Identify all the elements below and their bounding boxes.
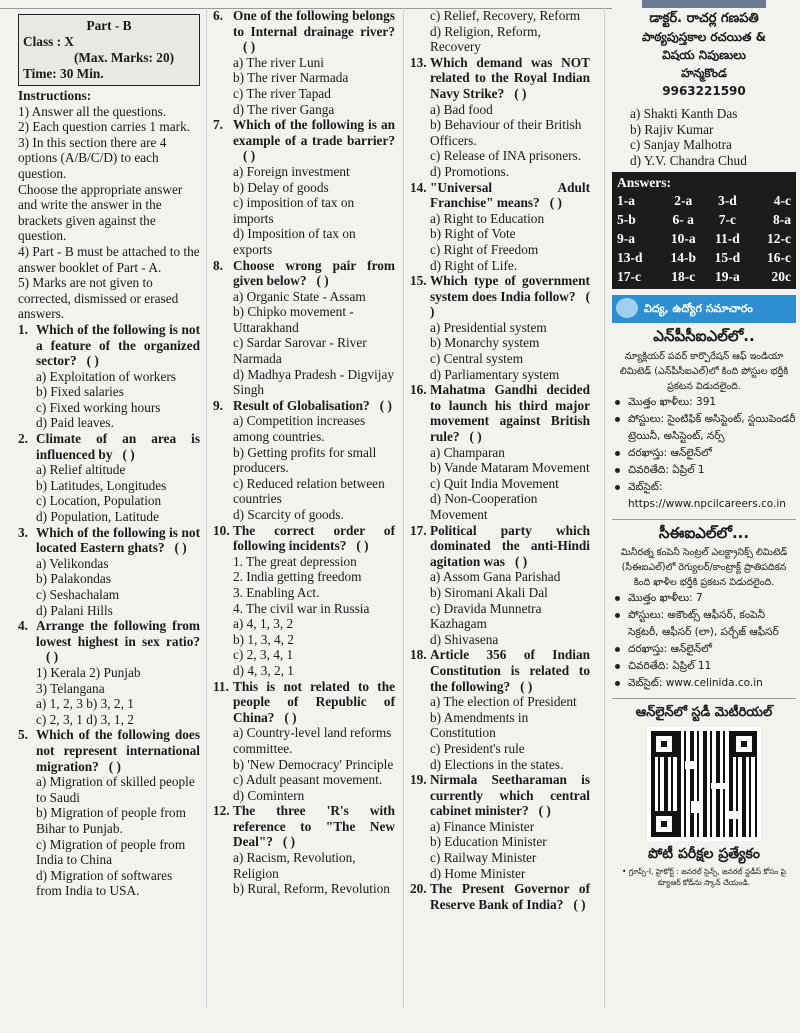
question-stem (18, 727, 200, 774)
question-15 (410, 273, 590, 382)
question-4 (18, 618, 200, 727)
answer-cell: 15-d (714, 250, 741, 266)
answers-table (617, 191, 791, 286)
question-13 (410, 55, 590, 180)
question-number: 13. (410, 54, 427, 70)
column-divider (206, 8, 207, 1008)
answers-row (617, 191, 791, 210)
answer-cell: 20c (771, 269, 791, 285)
option: c) Location, Population (36, 493, 162, 509)
option: d) Non-Cooperation Movement (430, 491, 538, 522)
question-text: Which of the following is an example of a trade barrier? (233, 117, 395, 148)
answers-row (617, 229, 791, 248)
cil-list (612, 590, 796, 692)
answer-bracket: ( ) (284, 709, 297, 725)
option: b) The river Narmada (233, 70, 349, 86)
question-stem (213, 679, 395, 726)
option: b) Fixed salaries (36, 384, 124, 400)
qr-code-icon[interactable] (647, 727, 761, 841)
option: d) Madhya Pradesh - Digvijay Singh (233, 366, 395, 398)
question-8 (213, 258, 395, 398)
option: d) Population, Latitude (36, 509, 159, 525)
list-item: మొత్తం ఖాళీలు: 391 (612, 394, 796, 411)
column-3 (410, 8, 590, 912)
cil-title: సీఈఐఎల్‌లో... (658, 523, 750, 542)
divider (612, 519, 796, 520)
answer-bracket: ( ) (573, 896, 586, 912)
option: d) 4, 3, 2, 1 (233, 662, 294, 678)
question-stem (410, 772, 590, 819)
option: b) Behaviour of their British Officers. (430, 117, 582, 148)
answer-cell: 1-a (617, 193, 635, 209)
question-stem (410, 523, 590, 570)
npcil-list (612, 394, 796, 513)
answer-bracket: ( ) (514, 553, 528, 569)
option: b) Palakondas (36, 571, 111, 587)
option: c) Sardar Sarovar - River Narmada (233, 335, 367, 367)
answer-cell: 17-c (617, 269, 641, 285)
question-number: 7. (213, 117, 223, 133)
option: a) Finance Minister (430, 818, 535, 834)
option: b) Rural, Reform, Revolution (233, 881, 390, 897)
question-3 (18, 525, 200, 619)
question-6 (213, 8, 395, 117)
option: d) Elections in the states. (430, 756, 564, 772)
answer-bracket: ( ) (356, 538, 369, 554)
option: a) Exploitation of workers (36, 368, 176, 384)
option: c) Adult peasant movement. d) Comintern (233, 772, 383, 803)
marks-label: (Max. Marks: 20) (73, 50, 175, 65)
question-stem (18, 618, 200, 665)
option: 3. Enabling Act. (233, 584, 320, 600)
answer-bracket: ( ) (379, 397, 392, 413)
question-stem (18, 322, 200, 369)
question-text: The correct order of following incidents? (233, 522, 395, 554)
answer-cell: 11-d (714, 231, 740, 247)
option: c) Migration of people from India to China (36, 836, 186, 868)
option: c) Central system (430, 351, 524, 367)
question-12 (213, 803, 395, 897)
study-title: ఆన్‌లైన్‌లో స్టడీ మెటీరియల్ (635, 705, 773, 721)
answer-cell: 10-a (670, 231, 696, 247)
option: a) Foreign investment (233, 163, 350, 179)
instruction-item: 5) Marks are not given to corrected, dismissed or erased answers. (18, 275, 179, 322)
option: a) Velikondas (36, 555, 109, 571)
npcil-title: ఎన్‌పీసీఐఎల్‌లో.. (653, 326, 755, 345)
list-item: పోస్టులు: అకౌంట్స్ ఆఫీసర్, కంపెనీ సెక్రటరీ, ఆఫీసర్ (లా), పర్చేజ్ ఆఫీసర్ (612, 607, 796, 641)
answer-cell: 19-a (714, 269, 740, 285)
question-12 (410, 8, 590, 55)
option: b) Monarchy system (430, 335, 540, 351)
header-box (18, 14, 200, 86)
instruction-item: 1) Answer all the questions. (18, 103, 167, 119)
question-number: 1. (18, 321, 28, 337)
list-item: దరఖాస్తు: ఆన్‌లైన్‌లో (612, 641, 796, 658)
option: b) Education Minister (430, 834, 547, 850)
answers-title: Answers: (617, 175, 671, 191)
answer-bracket: ( ) (46, 649, 59, 665)
question-text: Article 356 of Indian Constitution is related to the following? (430, 647, 590, 694)
option: b) Latitudes, Longitudes (36, 477, 167, 493)
option: a) Assom Gana Parishad (430, 569, 561, 585)
author-box (612, 10, 796, 100)
option: 4. The civil war in Russia (233, 600, 370, 616)
question-number: 10. (213, 522, 230, 538)
option: c) Quit India Movement (430, 475, 559, 491)
question-stem (213, 523, 395, 554)
question-stem (213, 8, 395, 55)
question-2 (18, 431, 200, 525)
answer-cell: 12-c (767, 231, 791, 247)
option: c) Seshachalam (36, 587, 120, 602)
question-stem (410, 55, 590, 102)
option: d) Right of Life. (430, 257, 518, 273)
list-item: చివరితేది: ఏప్రిల్ 1 (612, 462, 796, 479)
answer-bracket: ( ) (469, 429, 482, 445)
option: a) Organic State - Assam (233, 288, 366, 304)
question-number: 8. (213, 257, 223, 273)
question-1 (18, 322, 200, 431)
option: d) Home Minister (430, 865, 526, 881)
instructions-list (18, 104, 200, 322)
list-item: వెబ్‌సైట్: www.celinida.co.in (612, 675, 796, 692)
answers-row (617, 248, 791, 267)
option: c) Release of INA prisoners. (430, 148, 582, 164)
option: c) Sanjay Malhotra (630, 137, 732, 153)
question-text: Mahatma Gandhi decided to launch his third major movement against British rule? (430, 382, 590, 445)
author-name: డాక్టర్. రాచర్ల గణపతి (649, 11, 759, 26)
question-text: The Present Governor of Reserve Bank of India? (430, 881, 590, 912)
option: a) 4, 1, 3, 2 (233, 616, 294, 632)
option: a) Champaran (430, 444, 505, 460)
question-text: The three 'R's with reference to "The New Deal"? (233, 803, 395, 850)
list-item: మొత్తం ఖాళీలు: 7 (612, 590, 796, 607)
option: d) Scarcity of goods. (233, 507, 344, 522)
answers-row (617, 267, 791, 286)
option: c) imposition of tax on imports (233, 195, 355, 226)
question-number: 5. (18, 727, 28, 743)
question-number: 2. (18, 431, 28, 447)
option: a) Relief altitude (36, 462, 126, 478)
answer-bracket: ( ) (520, 678, 533, 694)
question-7 (213, 117, 395, 257)
question-5 (18, 727, 200, 899)
option: a) The river Luni (233, 54, 324, 70)
option: d) Y.V. Chandra Chud (630, 152, 747, 168)
answers-box (612, 172, 796, 289)
option: a) Competition increases among countries. (233, 413, 366, 445)
list-item: పోస్టులు: సైంటిఫిక్ అసిస్టెంట్, స్టయిపెండరీ ట్రెయినీ, అసిస్టెంట్, నర్స్ (612, 411, 796, 445)
answer-cell: 18-c (671, 269, 696, 285)
answer-cell: 3-d (717, 193, 737, 209)
option: 3) Telangana (36, 680, 105, 696)
answer-bracket: ( ) (86, 353, 99, 369)
author-place: హన్మకొండ (681, 66, 727, 80)
option: a) 1, 2, 3 b) 3, 2, 1 (36, 696, 134, 712)
instruction-item: 2) Each question carries 1 mark. (18, 119, 191, 135)
question-number: 16. (410, 382, 427, 398)
author-role: విషయ నిపుణులు (662, 48, 746, 62)
option: a) Country-level land reforms committee. (233, 725, 392, 756)
edu-logo-icon (616, 298, 638, 318)
class-label: Class : X (23, 34, 74, 49)
answer-bracket: ( ) (282, 834, 296, 850)
question-number: 4. (18, 618, 28, 634)
question-text: "Universal Adult Franchise" means? (430, 179, 590, 211)
question-number: 3. (18, 524, 28, 540)
study-footnote: • గ్రూప్స్-I, హైకోర్ట్ : జనరల్ సైన్స్, జనరల్ స్టడీస్ కోసం పై క్యూఆర్ కోడ్‌ను స్కాన్ చేయండి. (621, 867, 787, 888)
option: a) Bad food (430, 101, 493, 117)
option: b) Siromani Akali Dal (430, 584, 548, 600)
question-stem (213, 258, 395, 289)
answer-bracket: ( ) (538, 803, 551, 819)
question-stem (410, 647, 590, 694)
npcil-intro: న్యూక్లియర్ పవర్ కార్పొరేషన్ ఆఫ్ ఇండియా లిమిటెడ్ (ఎన్‌పీసీఐఎల్)లో కింది పోస్టుల భర్తీకి ప్రకటన విడుదలైంది. (619, 350, 789, 392)
author-role: పాఠ్యపుస్తకాల రచయిత & (641, 30, 767, 44)
instructions-title: Instructions: (18, 88, 92, 103)
answer-cell: 9-a (617, 231, 635, 247)
option: b) 1, 3, 4, 2 (233, 631, 294, 647)
question-stem (213, 803, 395, 850)
option: c) Dravida Munnetra Kazhagam (430, 600, 542, 632)
instruction-item: Choose the appropriate answer and write the answer in the brackets given against the question. (18, 181, 183, 244)
question-text: Arrange the following from lowest highest in sex ratio? (36, 618, 200, 649)
question-stem (18, 431, 200, 462)
option: b) Amendments in Constitution (430, 709, 529, 741)
option: d) The river Ganga (233, 101, 335, 117)
answer-cell: 5-b (617, 212, 636, 228)
option: d) Parliamentary system (430, 366, 560, 382)
question-number: 15. (410, 273, 427, 289)
question-number: 17. (410, 522, 427, 538)
option: a) Racism, Revolution, Religion (233, 850, 356, 881)
option: b) Delay of goods (233, 179, 329, 195)
column-divider (604, 8, 605, 1008)
question-text: Which of the following does not represent international migration? (36, 727, 200, 774)
banner-text: విద్య, ఉద్యోగ సమాచారం (644, 302, 753, 316)
question-stem (410, 382, 590, 444)
question-10 (213, 523, 395, 679)
option: a) Shakti Kanth Das (630, 106, 738, 121)
option: b) 'New Democracy' Principle (233, 756, 394, 772)
edu-banner (612, 295, 796, 323)
instruction-item: 4) Part - B must be attached to the answer booklet of Part - A. (18, 243, 200, 275)
author-phone: 9963221590 (662, 84, 746, 98)
column-divider (403, 8, 404, 1008)
answer-bracket: ( ) (549, 195, 562, 211)
question-stem (410, 180, 590, 211)
column-2 (213, 8, 395, 897)
question-text: Which of the following is not located Eastern ghats? (36, 524, 200, 556)
answer-cell: 13-d (617, 250, 643, 266)
answer-cell: 7-c (718, 212, 736, 228)
question-stem (213, 117, 395, 164)
answer-bracket: ( ) (108, 758, 121, 774)
answer-bracket: ( ) (514, 85, 527, 101)
cil-intro: మినీరత్న కంపెనీ సెంట్రల్ ఎలక్ట్రానిక్స్ లిమిటెడ్ (సీఈఐఎల్)లో రెగ్యులర్/కాంట్రాక్ట్ ప్రాతిపదికన కింది ఖాళీల భర్తీకి ప్రకటన విడుదలైంది. (620, 547, 788, 589)
answer-cell: 2-a (674, 193, 693, 209)
question-number: 9. (213, 397, 223, 413)
option: 2. India getting freedom (233, 569, 362, 585)
part-label: Part - B (86, 18, 132, 33)
answer-bracket: ( ) (174, 540, 187, 556)
time-label: Time: 30 Min. (23, 66, 104, 81)
option: c) The river Tapad (233, 85, 331, 101)
question-text: One of the following belongs to Internal drainage river? (233, 8, 395, 39)
option: c) 2, 3, 1 d) 3, 1, 2 (36, 711, 134, 727)
answer-cell: 8-a (773, 212, 791, 228)
option: c) President's rule (430, 740, 525, 756)
option: a) Presidential system (430, 319, 547, 335)
question-20 (410, 881, 590, 912)
option: d) Promotions. (430, 163, 510, 179)
option: a) Migration of skilled people to Saudi (36, 774, 195, 805)
option: d) Imposition of tax on exports (233, 226, 356, 257)
question-20 (612, 106, 796, 168)
question-text: Choose wrong pair from given below? (233, 257, 395, 289)
question-text: Climate of an area is influenced by (36, 431, 200, 462)
question-stem (213, 398, 395, 414)
option: c) Right of Freedom (430, 241, 539, 257)
list-item: దరఖాస్తు: ఆన్‌లైన్‌లో (612, 445, 796, 462)
divider (612, 698, 796, 699)
question-stem (410, 273, 590, 320)
answer-cell: 16-c (767, 250, 791, 266)
option: 1) Kerala 2) Punjab (36, 664, 141, 680)
question-text: Result of Globalisation? (233, 397, 370, 413)
answer-cell: 14-b (670, 250, 696, 266)
option: c) Railway Minister (430, 850, 537, 866)
question-text: Political party which dominated the anti-Hindi agitation was (430, 522, 590, 569)
option: 1. The great depression (233, 553, 357, 569)
question-17 (410, 523, 590, 648)
option: c) Fixed working hours (36, 399, 161, 415)
column-4 (612, 0, 796, 888)
option: c) Relief, Recovery, Reform (430, 8, 581, 23)
question-number: 18. (410, 647, 427, 663)
option: b) Vande Mataram Movement (430, 460, 590, 476)
question-18 (410, 647, 590, 772)
option: a) Right to Education (430, 210, 545, 226)
answer-bracket: ( ) (122, 446, 135, 462)
instruction-item: 3) In this section there are 4 options (A/B/C/D) to each question. (18, 134, 167, 181)
option: c) Reduced relation between countries (233, 475, 385, 507)
answer-cell: 6- a (672, 212, 694, 228)
question-16 (410, 382, 590, 522)
study-subtitle: పోటీ పరీక్షల ప్రత్యేకం (648, 845, 760, 862)
option: b) Right of Vote (430, 226, 516, 242)
question-number: 14. (410, 179, 427, 195)
option: b) Rajiv Kumar (630, 121, 714, 137)
question-text: Which demand was NOT related to the Royal Indian Navy Strike? (430, 54, 590, 101)
question-text: Which of the following is not a feature of the organized sector? (36, 321, 200, 369)
answer-bracket: ( ) (243, 39, 256, 55)
question-text: Nirmala Seetharaman is currently which central cabinet minister? (430, 772, 590, 819)
question-number: 6. (213, 8, 223, 23)
question-stem (18, 525, 200, 556)
option: d) Migration of softwares from India to USA. (36, 867, 173, 899)
question-text: This is not related to the people of Republic of China? (233, 678, 395, 725)
answers-row (617, 210, 791, 229)
question-stem (410, 881, 590, 912)
option: b) Chipko movement - Uttarakhand (233, 304, 354, 335)
option: c) 2, 3, 4, 1 (233, 647, 294, 663)
author-photo (642, 0, 766, 8)
option: d) Paid leaves. (36, 415, 114, 431)
question-number: 11. (213, 678, 229, 694)
answer-cell: 4-c (773, 193, 791, 209)
question-number: 19. (410, 772, 427, 788)
option: b) Getting profits for small producers. (233, 444, 377, 476)
option: b) Migration of people from Bihar to Punjab. (36, 805, 186, 836)
column-1 (18, 14, 200, 899)
question-9 (213, 398, 395, 523)
option: d) Shivasena (430, 631, 499, 647)
option: d) Religion, Reform, Recovery (430, 23, 541, 55)
question-14 (410, 180, 590, 274)
list-item: వెబ్‌సైట్: https://www.npcilcareers.co.in (612, 479, 796, 513)
answer-bracket: ( ) (430, 288, 590, 320)
list-item: చివరితేది: ఏప్రిల్ 11 (612, 658, 796, 675)
question-11 (213, 679, 395, 804)
option: a) The election of President (430, 694, 577, 710)
answer-bracket: ( ) (316, 273, 329, 289)
option: d) Palani Hills (36, 602, 113, 618)
answer-bracket: ( ) (243, 148, 256, 164)
question-number: 20. (410, 881, 427, 897)
question-text: Which type of government system does India follow? (430, 273, 590, 304)
question-19 (410, 772, 590, 881)
question-number: 12. (213, 803, 230, 819)
